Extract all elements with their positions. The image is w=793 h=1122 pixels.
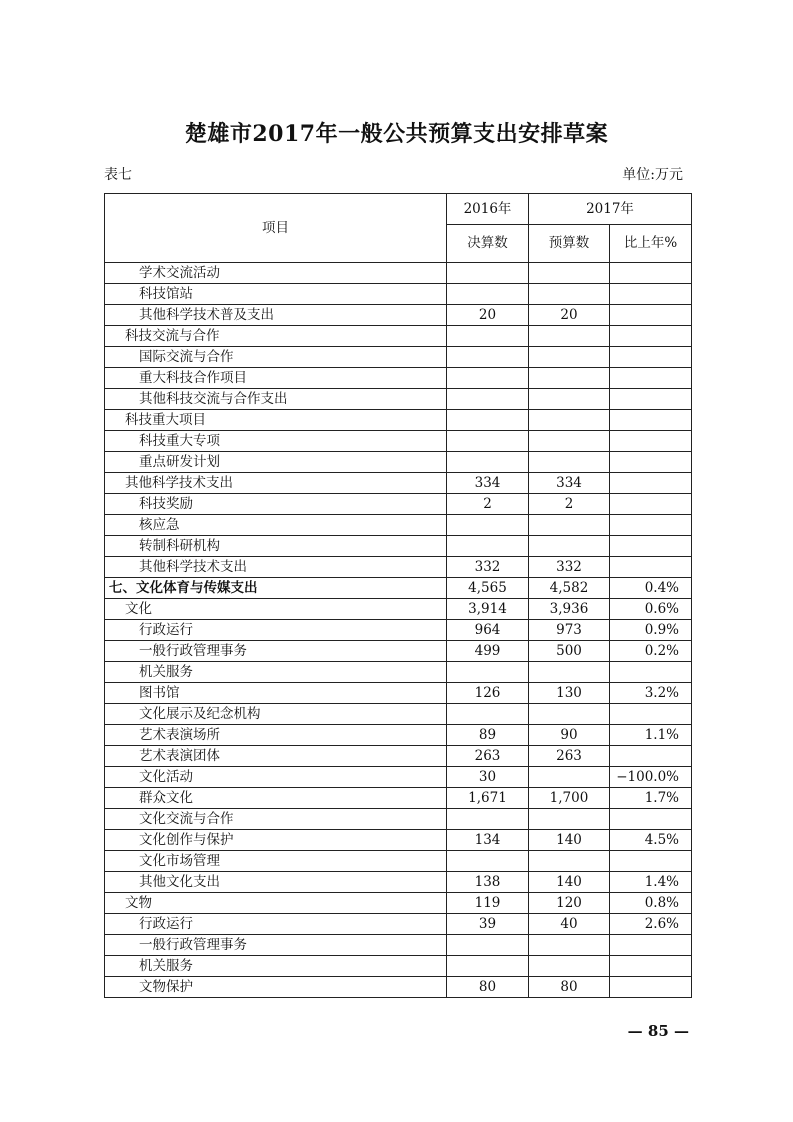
row-yoy-percent (610, 977, 692, 998)
table-row (105, 284, 692, 305)
table-row (105, 893, 692, 914)
row-yoy-percent: 0.4% (610, 578, 692, 599)
table-row (105, 536, 692, 557)
row-budget: 90 (529, 725, 610, 746)
table-row (105, 473, 692, 494)
row-item-name: 文化展示及纪念机构 (105, 704, 447, 725)
row-yoy-percent: 1.7% (610, 788, 692, 809)
table-row (105, 830, 692, 851)
row-final-accounts (447, 704, 529, 725)
row-yoy-percent (610, 557, 692, 578)
row-item-name: 科技馆站 (105, 284, 447, 305)
row-final-accounts: 2 (447, 494, 529, 515)
row-budget (529, 284, 610, 305)
row-item-name: 科技重大专项 (105, 431, 447, 452)
row-final-accounts (447, 662, 529, 683)
row-budget: 40 (529, 914, 610, 935)
row-item-name: 其他科技交流与合作支出 (105, 389, 447, 410)
row-yoy-percent (610, 263, 692, 284)
table-number-label: 表七 (104, 167, 132, 183)
row-item-name: 机关服务 (105, 662, 447, 683)
table-row (105, 368, 692, 389)
row-item-name: 其他文化支出 (105, 872, 447, 893)
row-item-name: 重大科技合作项目 (105, 368, 447, 389)
row-yoy-percent (610, 410, 692, 431)
row-budget (529, 326, 610, 347)
table-row (105, 494, 692, 515)
row-yoy-percent: 1.1% (610, 725, 692, 746)
row-budget: 140 (529, 872, 610, 893)
row-yoy-percent: 0.2% (610, 641, 692, 662)
row-yoy-percent (610, 494, 692, 515)
row-item-name: 转制科研机构 (105, 536, 447, 557)
row-yoy-percent (610, 305, 692, 326)
row-budget: 130 (529, 683, 610, 704)
row-item-name: 图书馆 (105, 683, 447, 704)
row-item-name: 群众文化 (105, 788, 447, 809)
row-budget: 140 (529, 830, 610, 851)
table-row (105, 725, 692, 746)
header-final-accounts: 决算数 (447, 225, 529, 263)
row-item-name: 文化 (105, 599, 447, 620)
row-item-name: 文化创作与保护 (105, 830, 447, 851)
header-yoy: 比上年% (610, 225, 692, 263)
row-item-name: 其他科学技术支出 (105, 557, 447, 578)
row-yoy-percent: 4.5% (610, 830, 692, 851)
row-final-accounts: 964 (447, 620, 529, 641)
header-year-2017: 2017年 (529, 194, 692, 225)
row-budget (529, 935, 610, 956)
row-yoy-percent (610, 326, 692, 347)
row-item-name: 文化市场管理 (105, 851, 447, 872)
row-final-accounts: 119 (447, 893, 529, 914)
table-row (105, 263, 692, 284)
row-item-name: 重点研发计划 (105, 452, 447, 473)
table-row (105, 704, 692, 725)
row-budget: 120 (529, 893, 610, 914)
row-yoy-percent: 0.9% (610, 620, 692, 641)
row-budget (529, 704, 610, 725)
row-final-accounts (447, 284, 529, 305)
table-row (105, 599, 692, 620)
row-item-name: 其他科学技术普及支出 (105, 305, 447, 326)
row-budget (529, 263, 610, 284)
page-title: 楚雄市2017年一般公共预算支出安排草案 (184, 121, 609, 147)
row-item-name: 科技重大项目 (105, 410, 447, 431)
row-final-accounts: 126 (447, 683, 529, 704)
row-yoy-percent: 2.6% (610, 914, 692, 935)
row-budget (529, 767, 610, 788)
row-final-accounts (447, 410, 529, 431)
table-row (105, 683, 692, 704)
row-yoy-percent (610, 935, 692, 956)
row-budget (529, 347, 610, 368)
row-final-accounts: 3,914 (447, 599, 529, 620)
header-item: 项目 (105, 194, 447, 263)
row-yoy-percent (610, 515, 692, 536)
row-budget: 263 (529, 746, 610, 767)
table-row (105, 746, 692, 767)
unit-label: 单位:万元 (622, 167, 683, 183)
row-yoy-percent: 0.6% (610, 599, 692, 620)
row-budget: 2 (529, 494, 610, 515)
row-final-accounts (447, 389, 529, 410)
table-row (105, 389, 692, 410)
row-item-name: 行政运行 (105, 914, 447, 935)
row-yoy-percent (610, 809, 692, 830)
table-row (105, 557, 692, 578)
table-row (105, 851, 692, 872)
row-item-name: 核应急 (105, 515, 447, 536)
row-item-name: 一般行政管理事务 (105, 935, 447, 956)
table-row (105, 515, 692, 536)
row-budget: 20 (529, 305, 610, 326)
table-header-row-top (105, 194, 692, 225)
table-row (105, 809, 692, 830)
table-row (105, 641, 692, 662)
row-final-accounts: 4,565 (447, 578, 529, 599)
table-row (105, 305, 692, 326)
row-item-name: 文化活动 (105, 767, 447, 788)
table-row (105, 620, 692, 641)
table-row (105, 872, 692, 893)
row-final-accounts: 263 (447, 746, 529, 767)
row-final-accounts (447, 809, 529, 830)
row-yoy-percent: 1.4% (610, 872, 692, 893)
table-row (105, 956, 692, 977)
row-final-accounts: 30 (447, 767, 529, 788)
row-budget (529, 389, 610, 410)
row-final-accounts: 1,671 (447, 788, 529, 809)
row-yoy-percent (610, 662, 692, 683)
row-budget: 334 (529, 473, 610, 494)
budget-table (104, 193, 692, 998)
row-final-accounts (447, 935, 529, 956)
row-final-accounts (447, 368, 529, 389)
row-yoy-percent (610, 389, 692, 410)
row-yoy-percent (610, 704, 692, 725)
row-budget: 4,582 (529, 578, 610, 599)
row-budget (529, 410, 610, 431)
row-yoy-percent (610, 473, 692, 494)
row-final-accounts: 39 (447, 914, 529, 935)
row-yoy-percent: −100.0% (610, 767, 692, 788)
row-final-accounts (447, 263, 529, 284)
row-yoy-percent (610, 347, 692, 368)
table-row (105, 410, 692, 431)
row-item-name: 科技交流与合作 (105, 326, 447, 347)
row-item-name: 学术交流活动 (105, 263, 447, 284)
row-item-name: 七、文化体育与传媒支出 (105, 578, 447, 599)
row-budget: 3,936 (529, 599, 610, 620)
table-row (105, 347, 692, 368)
row-budget: 973 (529, 620, 610, 641)
row-budget: 500 (529, 641, 610, 662)
row-budget (529, 956, 610, 977)
row-item-name: 行政运行 (105, 620, 447, 641)
row-final-accounts: 334 (447, 473, 529, 494)
row-item-name: 一般行政管理事务 (105, 641, 447, 662)
row-budget (529, 662, 610, 683)
table-row (105, 431, 692, 452)
header-budget: 预算数 (529, 225, 610, 263)
row-final-accounts: 499 (447, 641, 529, 662)
row-yoy-percent (610, 851, 692, 872)
table-row (105, 578, 692, 599)
table-row (105, 452, 692, 473)
table-body (105, 263, 692, 998)
table-row (105, 326, 692, 347)
row-item-name: 文物 (105, 893, 447, 914)
table-row (105, 788, 692, 809)
row-yoy-percent (610, 746, 692, 767)
row-yoy-percent: 0.8% (610, 893, 692, 914)
row-yoy-percent (610, 452, 692, 473)
row-budget: 80 (529, 977, 610, 998)
row-budget (529, 452, 610, 473)
row-yoy-percent (610, 284, 692, 305)
row-yoy-percent: 3.2% (610, 683, 692, 704)
table-row (105, 935, 692, 956)
row-yoy-percent (610, 368, 692, 389)
row-final-accounts (447, 956, 529, 977)
row-item-name: 机关服务 (105, 956, 447, 977)
row-yoy-percent (610, 956, 692, 977)
table-row (105, 662, 692, 683)
row-yoy-percent (610, 536, 692, 557)
row-budget (529, 515, 610, 536)
row-final-accounts (447, 347, 529, 368)
row-item-name: 其他科学技术支出 (105, 473, 447, 494)
row-item-name: 文化交流与合作 (105, 809, 447, 830)
row-final-accounts (447, 851, 529, 872)
row-item-name: 文物保护 (105, 977, 447, 998)
row-budget: 1,700 (529, 788, 610, 809)
row-item-name: 艺术表演场所 (105, 725, 447, 746)
row-final-accounts (447, 536, 529, 557)
row-final-accounts: 134 (447, 830, 529, 851)
row-budget (529, 536, 610, 557)
table-row (105, 977, 692, 998)
row-final-accounts (447, 326, 529, 347)
table-row (105, 767, 692, 788)
row-final-accounts: 89 (447, 725, 529, 746)
row-final-accounts (447, 515, 529, 536)
row-item-name: 国际交流与合作 (105, 347, 447, 368)
page-number: — 85 — (627, 1022, 689, 1040)
header-year-2016: 2016年 (447, 194, 529, 225)
row-budget (529, 851, 610, 872)
row-final-accounts: 138 (447, 872, 529, 893)
row-budget (529, 431, 610, 452)
row-final-accounts: 20 (447, 305, 529, 326)
row-final-accounts (447, 452, 529, 473)
row-budget (529, 809, 610, 830)
row-final-accounts: 332 (447, 557, 529, 578)
table-row (105, 914, 692, 935)
row-yoy-percent (610, 431, 692, 452)
row-item-name: 艺术表演团体 (105, 746, 447, 767)
row-final-accounts: 80 (447, 977, 529, 998)
row-final-accounts (447, 431, 529, 452)
row-budget: 332 (529, 557, 610, 578)
row-item-name: 科技奖励 (105, 494, 447, 515)
row-budget (529, 368, 610, 389)
